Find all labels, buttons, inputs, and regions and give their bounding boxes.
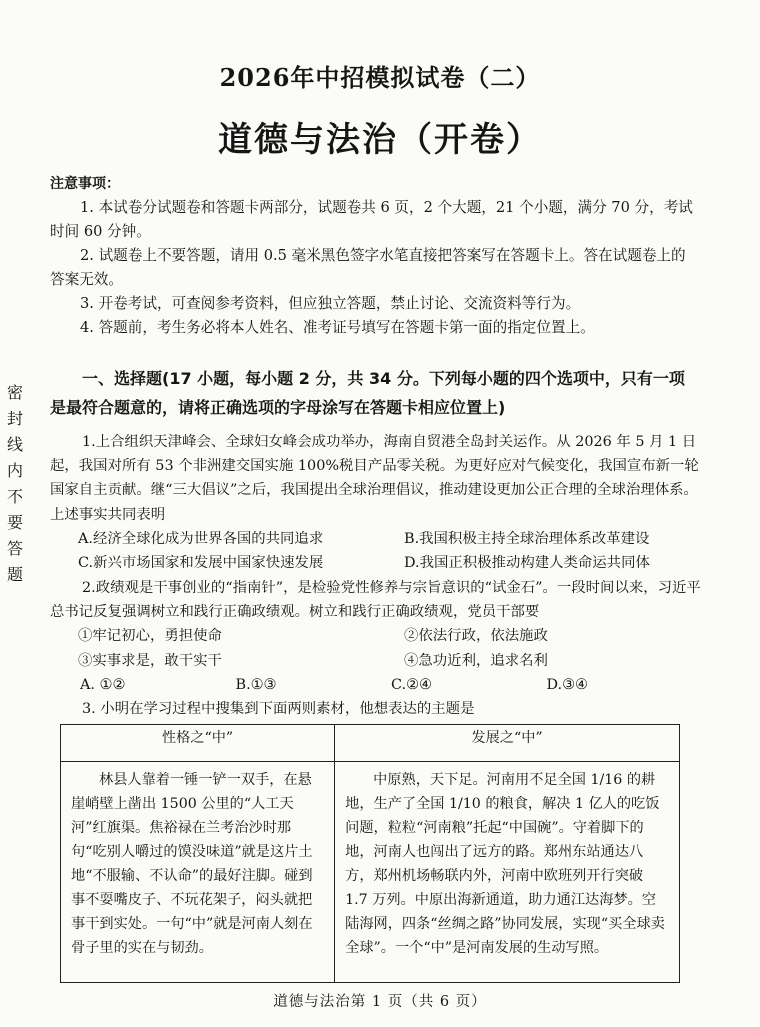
question-1 bbox=[50, 430, 702, 575]
notice-heading: 注意事项： bbox=[50, 176, 120, 192]
option-c: C.②④ bbox=[391, 676, 432, 693]
section-heading: 一、选择题(17 小题，每小题 2 分，共 34 分。下列每小题的四个选项中，只有一项是最符合题意的，请将正确选项的字母涂写在答题卡相应位置上) bbox=[50, 369, 685, 417]
question-stem: 3. 小明在学习过程中搜集到下面两则素材，他想表达的主题是 bbox=[82, 701, 475, 717]
statement-1: ①牢记初心，勇担使命 bbox=[78, 628, 222, 645]
subject-title: 道德与法治（开卷） bbox=[218, 120, 542, 160]
notice-block bbox=[50, 172, 700, 340]
statement-2: ②依法行政，依法施政 bbox=[404, 628, 548, 645]
statement-3: ③实事求是，敢干实干 bbox=[78, 652, 222, 669]
question-2 bbox=[50, 576, 702, 697]
notice-item: 4. 答题前，考生务必将本人姓名、准考证号填写在答题卡第一面的指定位置上。 bbox=[80, 319, 595, 336]
options-row bbox=[50, 527, 702, 551]
option-d: D.我国正积极推动构建人类命运共同体 bbox=[404, 555, 650, 572]
table-cell: 林县人靠着一锤一铲一双手，在悬崖峭壁上凿出 1500 公里的“人工天河”红旗渠。焦裕禄在兰考治沙时那句“吃别人嚼过的馍没味道”就是这片土地“不服输、不认命”的最好注脚。碰到事不耍嘴皮子、不玩花架子，闷头就把事干到实处。一句“中”就是河南人刻在骨子里的实在与韧劲。 bbox=[61, 762, 335, 983]
option-c: C.新兴市场国家和发展中国家快速发展 bbox=[78, 555, 324, 572]
statements-row bbox=[50, 624, 702, 648]
option-a: A. ①② bbox=[80, 676, 126, 693]
seal-line-note: 密封线内不要答题 bbox=[6, 383, 23, 584]
exam-title: 2026年中招模拟试卷（二） bbox=[219, 63, 541, 92]
statements-row bbox=[50, 649, 702, 673]
material-table bbox=[60, 724, 680, 983]
table-header: 性格之“中” bbox=[61, 725, 335, 762]
option-b: B.我国积极主持全球治理体系改革建设 bbox=[404, 530, 650, 547]
question-3 bbox=[50, 697, 702, 721]
notice-item: 1. 本试卷分试题卷和答题卡两部分，试题卷共 6 页，2 个大题，21 个小题，满分 70 分，考试时间 60 分钟。 bbox=[50, 199, 693, 240]
table-header: 发展之“中” bbox=[335, 725, 680, 762]
option-a: A.经济全球化成为世界各国的共同追求 bbox=[78, 530, 324, 547]
statement-4: ④急功近利，追求名利 bbox=[404, 652, 548, 669]
options-row bbox=[50, 673, 702, 697]
table-cell: 中原熟，天下足。河南用不足全国 1/16 的耕地，生产了全国 1/10 的粮食，解决 1 亿人的吃饭问题，粒粒“河南粮”托起“中国碗”。守着脚下的地，河南人也闯出了远方的路。郑州东站通达八方，郑州机场畅联内外，河南中欧班列开行突破 1.7 万列。中原出海新通道，助力通江达海梦。空陆海网，四条“丝绸之路”协同发展，实现“买全球卖全球”。一个“中”是河南发展的生动写照。 bbox=[335, 762, 680, 983]
options-row bbox=[50, 551, 702, 575]
notice-item: 3. 开卷考试，可查阅参考资料，但应独立答题，禁止讨论、交流资料等行为。 bbox=[80, 295, 581, 312]
option-d: D.③④ bbox=[546, 676, 588, 693]
question-stem: 1.上合组织天津峰会、全球妇女峰会成功举办，海南自贸港全岛封关运作。从 2026 年 5 月 1 日起，我国对所有 53 个非洲建交国实施 100%税目产品零关税。为更好应对气候变化，我国宣布新一轮国家自主贡献。继“三大倡议”之后，我国提出全球治理倡议，推动建设更加公正合理的全球治理体系。上述事实共同表明 bbox=[50, 434, 699, 523]
notice-item: 2. 试题卷上不要答题，请用 0.5 毫米黑色签字水笔直接把答案写在答题卡上。答在试题卷上的答案无效。 bbox=[50, 247, 686, 288]
question-stem: 2.政绩观是干事创业的“指南针”，是检验党性修养与宗旨意识的“试金石”。一段时间以来，习近平总书记反复强调树立和践行正确政绩观。树立和践行正确政绩观，党员干部要 bbox=[50, 580, 701, 621]
page-footer: 道德与法治第 1 页（共 6 页） bbox=[273, 994, 487, 1010]
option-b: B.①③ bbox=[235, 676, 277, 693]
